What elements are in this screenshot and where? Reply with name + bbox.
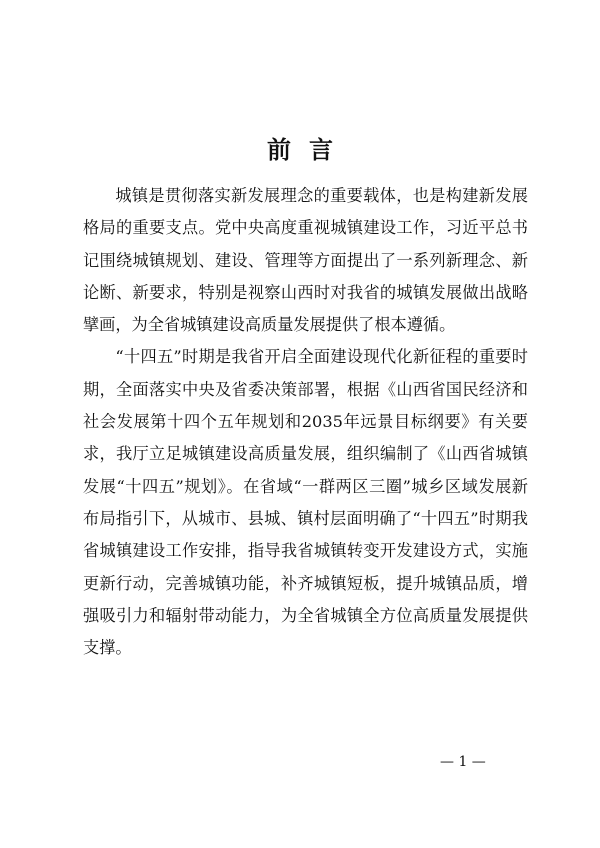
paragraph-2: “十四五”时期是我省开启全面建设现代化新征程的重要时期，全面落实中央及省委决策部署，根据《山西省国民经济和社会发展第十四个五年规划和2035年远景目标纲要》有关要求，我厅立足城镇建设高质量发展，组织编制了《山西省城镇发展“十四五”规划》。在省域“一群两区三圈”城乡区域发展新布局指引下，从城市、县城、镇村层面明确了“十四五”时期我省城镇建设工作安排，指导我省城镇转变开发建设方式，实施更新行动，完善城镇功能，补齐城镇短板，提升城镇品质，增强吸引力和辐射带动能力，为全省城镇全方位高质量发展提供支撑。 xyxy=(83,347,528,658)
paragraph-1: 城镇是贯彻落实新发展理念的重要载体，也是构建新发展格局的重要支点。党中央高度重视城镇建设工作，习近平总书记围绕城镇规划、建设、管理等方面提出了一系列新理念、新论断、新要求，特别是视察山西时对我省的城镇发展做出战略擘画，为全省城镇建设高质量发展提供了根本遵循。 xyxy=(83,186,528,335)
page-number: — 1 — xyxy=(440,754,486,770)
body-text xyxy=(83,180,528,664)
page-title: 前言 xyxy=(267,135,351,164)
